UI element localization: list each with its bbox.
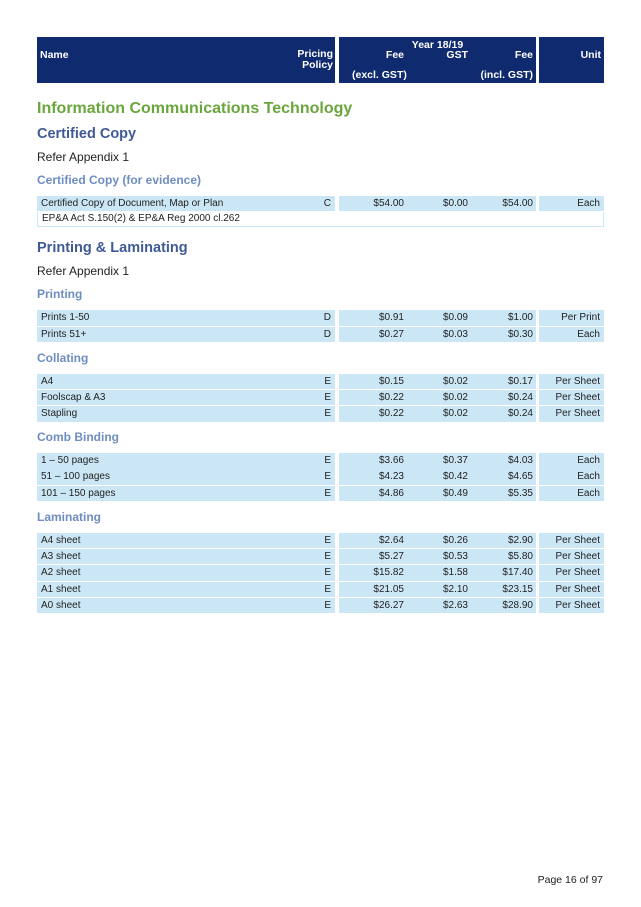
row-unit: Per Sheet bbox=[539, 390, 604, 405]
group-title: Collating bbox=[37, 350, 89, 365]
row-fee-group bbox=[339, 196, 536, 211]
printing-title: Printing & Laminating bbox=[37, 240, 188, 257]
row-unit: Per Sheet bbox=[539, 374, 604, 389]
header-fee: Fee bbox=[385, 49, 404, 61]
row-fee-incl: $1.00 bbox=[507, 312, 533, 324]
group-title: Printing bbox=[37, 287, 83, 302]
row-fee-excl: $5.27 bbox=[378, 551, 404, 563]
row-fee-group bbox=[339, 469, 536, 484]
row-unit: Per Sheet bbox=[539, 598, 604, 613]
header-name: Name bbox=[40, 49, 69, 61]
row-fee-group bbox=[339, 406, 536, 421]
row-pricing-policy: E bbox=[324, 534, 331, 546]
row-fee-excl: $15.82 bbox=[373, 567, 404, 579]
row-name: 1 – 50 pages bbox=[37, 453, 335, 468]
row-name: A1 sheet bbox=[37, 582, 335, 597]
row-fee-group bbox=[339, 565, 536, 580]
row-gst: $0.03 bbox=[442, 328, 468, 340]
fee-schedule-page bbox=[37, 37, 604, 614]
certified-copy-group-title: Certified Copy (for evidence) bbox=[37, 173, 202, 187]
row-pricing-policy: E bbox=[324, 551, 331, 563]
row-fee-group bbox=[339, 390, 536, 405]
row-unit: Per Sheet bbox=[539, 533, 604, 548]
row-gst: $0.49 bbox=[442, 487, 468, 499]
row-pricing-policy: D bbox=[323, 328, 331, 340]
row-fee-excl: $54.00 bbox=[373, 198, 404, 209]
row-fee-incl: $28.90 bbox=[502, 599, 533, 611]
row-gst: $0.02 bbox=[442, 408, 468, 420]
row-fee-incl: $23.15 bbox=[502, 583, 533, 595]
row-name: A3 sheet bbox=[37, 549, 335, 564]
row-fee-group bbox=[339, 533, 536, 548]
row-gst: $0.02 bbox=[442, 391, 468, 403]
row-pricing-policy: D bbox=[323, 312, 331, 324]
page-number: Page 16 of 97 bbox=[537, 874, 603, 886]
row-fee-excl: $21.05 bbox=[373, 583, 404, 595]
row-pricing-policy: E bbox=[324, 599, 331, 611]
row-name: Prints 51+ bbox=[37, 327, 335, 342]
row-gst: $0.42 bbox=[442, 471, 468, 483]
row-fee-excl: $0.27 bbox=[378, 328, 404, 340]
row-unit: Each bbox=[539, 453, 604, 468]
table-row bbox=[37, 374, 604, 390]
row-name: A4 bbox=[37, 374, 335, 389]
row-fee-excl: $4.23 bbox=[378, 471, 404, 483]
row-name: 51 – 100 pages bbox=[37, 469, 335, 484]
group-title: Laminating bbox=[37, 509, 102, 524]
row-fee-excl: $4.86 bbox=[378, 487, 404, 499]
row-name: 101 – 150 pages bbox=[37, 486, 335, 501]
row-pricing-policy: E bbox=[324, 471, 331, 483]
row-fee-incl: $4.03 bbox=[507, 455, 533, 467]
row-unit: Per Print bbox=[539, 310, 604, 325]
header-excl-gst: (excl. GST) bbox=[352, 69, 407, 81]
header-unit-cell bbox=[539, 37, 604, 83]
row-fee-incl: $17.40 bbox=[502, 567, 533, 579]
row-fee-excl: $26.27 bbox=[373, 599, 404, 611]
row-fee-excl: $2.64 bbox=[378, 534, 404, 546]
row-fee-incl: $0.17 bbox=[507, 375, 533, 387]
table-row bbox=[37, 327, 604, 343]
table-row bbox=[37, 469, 604, 485]
row-name: Prints 1-50 bbox=[37, 310, 335, 325]
row-pricing-policy: E bbox=[324, 567, 331, 579]
table-header bbox=[37, 37, 604, 83]
header-pricing-policy: Pricing Policy bbox=[297, 48, 333, 71]
row-gst: $0.37 bbox=[442, 455, 468, 467]
row-fee-excl: $0.22 bbox=[378, 408, 404, 420]
group-title: Comb Binding bbox=[37, 430, 119, 445]
row-unit: Each bbox=[539, 469, 604, 484]
row-gst: $0.53 bbox=[442, 551, 468, 563]
table-row bbox=[37, 310, 604, 326]
table-row bbox=[37, 390, 604, 406]
row-gst: $1.58 bbox=[442, 567, 468, 579]
header-gst: GST bbox=[446, 49, 468, 61]
table-row bbox=[37, 582, 604, 598]
row-pricing-policy: E bbox=[324, 455, 331, 467]
row-unit: Each bbox=[539, 327, 604, 342]
row-fee-incl: $0.24 bbox=[507, 408, 533, 420]
row-pricing-policy: E bbox=[324, 375, 331, 387]
row-unit: Per Sheet bbox=[539, 549, 604, 564]
row-gst: $0.26 bbox=[442, 534, 468, 546]
certified-note-row bbox=[37, 212, 604, 228]
row-name: Stapling bbox=[37, 406, 335, 421]
row-fee-incl: $5.35 bbox=[507, 487, 533, 499]
row-fee-excl: $3.66 bbox=[378, 455, 404, 467]
table-row bbox=[37, 406, 604, 422]
row-name: A4 sheet bbox=[37, 533, 335, 548]
row-name: Certified Copy of Document, Map or Plan bbox=[37, 196, 335, 211]
row-fee-incl: $0.24 bbox=[507, 391, 533, 403]
header-year: Year 18/19 bbox=[411, 39, 464, 51]
header-policy-cell bbox=[37, 37, 335, 83]
printing-refer: Refer Appendix 1 bbox=[37, 264, 130, 279]
header-year-cell bbox=[339, 37, 536, 83]
row-fee-group bbox=[339, 374, 536, 389]
table-row bbox=[37, 598, 604, 614]
row-fee-incl: $54.00 bbox=[502, 198, 533, 209]
header-fee-incl: Fee bbox=[514, 49, 533, 61]
row-pricing-policy: E bbox=[324, 391, 331, 403]
table-row bbox=[37, 196, 604, 212]
table-row bbox=[37, 453, 604, 469]
certified-copy-title: Certified Copy bbox=[37, 126, 137, 142]
table-row bbox=[37, 549, 604, 565]
row-fee-group bbox=[339, 327, 536, 342]
row-fee-incl: $4.65 bbox=[507, 471, 533, 483]
table-row bbox=[37, 565, 604, 581]
section-title: Information Communications Technology bbox=[37, 100, 353, 117]
row-pricing-policy: C bbox=[323, 198, 331, 209]
row-fee-excl: $0.91 bbox=[378, 312, 404, 324]
table-row bbox=[37, 486, 604, 502]
row-pricing-policy: E bbox=[324, 583, 331, 595]
row-pricing-policy: E bbox=[324, 408, 331, 420]
certified-note: EP&A Act S.150(2) & EP&A Reg 2000 cl.262 bbox=[37, 212, 604, 227]
row-fee-excl: $0.22 bbox=[378, 391, 404, 403]
row-gst: $2.63 bbox=[442, 599, 468, 611]
row-fee-group bbox=[339, 453, 536, 468]
header-unit: Unit bbox=[580, 49, 601, 61]
row-gst: $0.02 bbox=[442, 375, 468, 387]
row-gst: $2.10 bbox=[442, 583, 468, 595]
row-fee-incl: $0.30 bbox=[507, 328, 533, 340]
row-fee-group bbox=[339, 598, 536, 613]
row-fee-incl: $2.90 bbox=[507, 534, 533, 546]
row-gst: $0.00 bbox=[442, 198, 468, 209]
row-unit: Per Sheet bbox=[539, 406, 604, 421]
row-pricing-policy: E bbox=[324, 487, 331, 499]
row-unit: Per Sheet bbox=[539, 582, 604, 597]
row-fee-group bbox=[339, 549, 536, 564]
row-name: A0 sheet bbox=[37, 598, 335, 613]
header-incl-gst: (incl. GST) bbox=[480, 69, 533, 81]
row-unit: Each bbox=[539, 486, 604, 501]
row-fee-group bbox=[339, 310, 536, 325]
table-row bbox=[37, 533, 604, 549]
certified-copy-refer: Refer Appendix 1 bbox=[37, 150, 130, 164]
row-gst: $0.09 bbox=[442, 312, 468, 324]
row-fee-incl: $5.80 bbox=[507, 551, 533, 563]
printing-groups bbox=[37, 287, 604, 614]
certified-rows bbox=[37, 196, 604, 212]
row-fee-group bbox=[339, 582, 536, 597]
row-name: A2 sheet bbox=[37, 565, 335, 580]
row-unit: Each bbox=[539, 196, 604, 211]
row-name: Foolscap & A3 bbox=[37, 390, 335, 405]
row-fee-excl: $0.15 bbox=[378, 375, 404, 387]
row-fee-group bbox=[339, 486, 536, 501]
row-unit: Per Sheet bbox=[539, 565, 604, 580]
